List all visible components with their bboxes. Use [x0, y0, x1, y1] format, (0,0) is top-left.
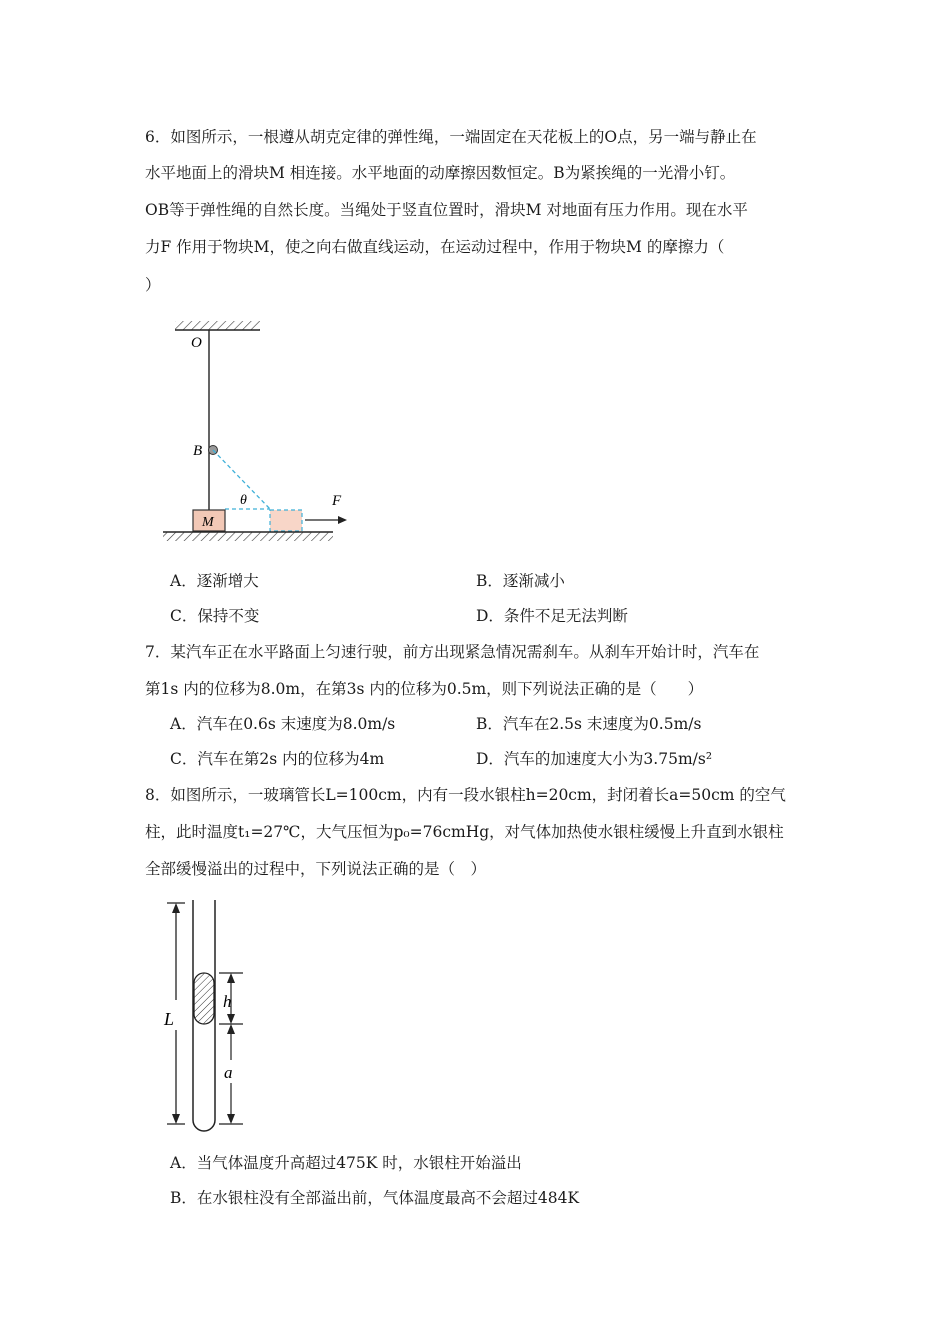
q8-line-1: 8．如图所示，一玻璃管长L=100cm，内有一段水银柱h=20cm，封闭着长a=50cm 的空气 — [145, 786, 786, 804]
q8-option-a[interactable]: A．当气体温度升高超过475K 时，水银柱开始溢出 — [170, 1154, 522, 1172]
q6-line-3: OB等于弹性绳的自然长度。当绳处于竖直位置时，滑块M 对地面有压力作用。现在水平 — [145, 201, 748, 219]
force-arrowhead — [338, 516, 347, 524]
q7-line-1: 7．某汽车正在水平路面上匀速行驶，前方出现紧急情况需刹车。从刹车开始计时，汽车在 — [145, 643, 760, 661]
q8-line-3: 全部缓慢溢出的过程中，下列说法正确的是（ ） — [145, 860, 487, 878]
q6-line-2: 水平地面上的滑块M 相连接。水平地面的动摩擦因数恒定。B为紧挨绳的一光滑小钉。 — [145, 164, 736, 182]
label-a: a — [224, 1063, 233, 1082]
q7-option-c[interactable]: C．汽车在第2s 内的位移为4m — [170, 750, 385, 768]
ceiling-hatch — [175, 321, 260, 330]
q7-option-b[interactable]: B．汽车在2.5s 末速度为0.5m/s — [476, 715, 702, 733]
q6-option-a[interactable]: A．逐渐增大 — [170, 572, 259, 590]
l-arrowhead-up — [172, 903, 180, 913]
q6-line-5: ） — [145, 276, 161, 294]
l-arrowhead-down — [172, 1114, 180, 1124]
q8-option-b[interactable]: B．在水银柱没有全部溢出前，气体温度最高不会超过484K — [170, 1189, 580, 1207]
q6-option-d[interactable]: D．条件不足无法判断 — [476, 607, 628, 625]
ground-hatch — [163, 532, 333, 541]
q6-figure — [155, 315, 355, 550]
q6-option-c[interactable]: C．保持不变 — [170, 607, 260, 625]
label-l: L — [164, 1009, 175, 1029]
label-theta: θ — [240, 493, 247, 508]
label-h: h — [223, 992, 232, 1011]
q8-line-2: 柱，此时温度t₁=27℃，大气压恒为p₀=76cmHg，对气体加热使水银柱缓慢上升直到水银柱 — [145, 823, 784, 841]
a-arrowhead-up — [227, 1024, 235, 1034]
label-f: F — [332, 493, 342, 509]
q6-option-b[interactable]: B．逐渐减小 — [476, 572, 565, 590]
mercury-column — [194, 973, 214, 1024]
q8-figure — [155, 895, 265, 1140]
block-new-position — [270, 510, 302, 531]
q6-line-4: 力F 作用于物块M，使之向右做直线运动，在运动过程中，作用于物块M 的摩擦力（ — [145, 238, 725, 256]
label-b: B — [193, 443, 203, 459]
label-m: M — [202, 515, 214, 530]
a-arrowhead-down — [227, 1114, 235, 1124]
label-o: O — [191, 335, 202, 351]
q6-line-1: 6．如图所示，一根遵从胡克定律的弹性绳，一端固定在天花板上的O点，另一端与静止在 — [145, 128, 757, 146]
q7-line-2: 第1s 内的位移为8.0m，在第3s 内的位移为0.5m，则下列说法正确的是（ ） — [145, 680, 704, 698]
h-arrowhead-up — [227, 973, 235, 983]
h-arrowhead-down — [227, 1014, 235, 1024]
q7-option-a[interactable]: A．汽车在0.6s 末速度为8.0m/s — [170, 715, 396, 733]
q7-option-d[interactable]: D．汽车的加速度大小为3.75m/s² — [476, 750, 713, 768]
